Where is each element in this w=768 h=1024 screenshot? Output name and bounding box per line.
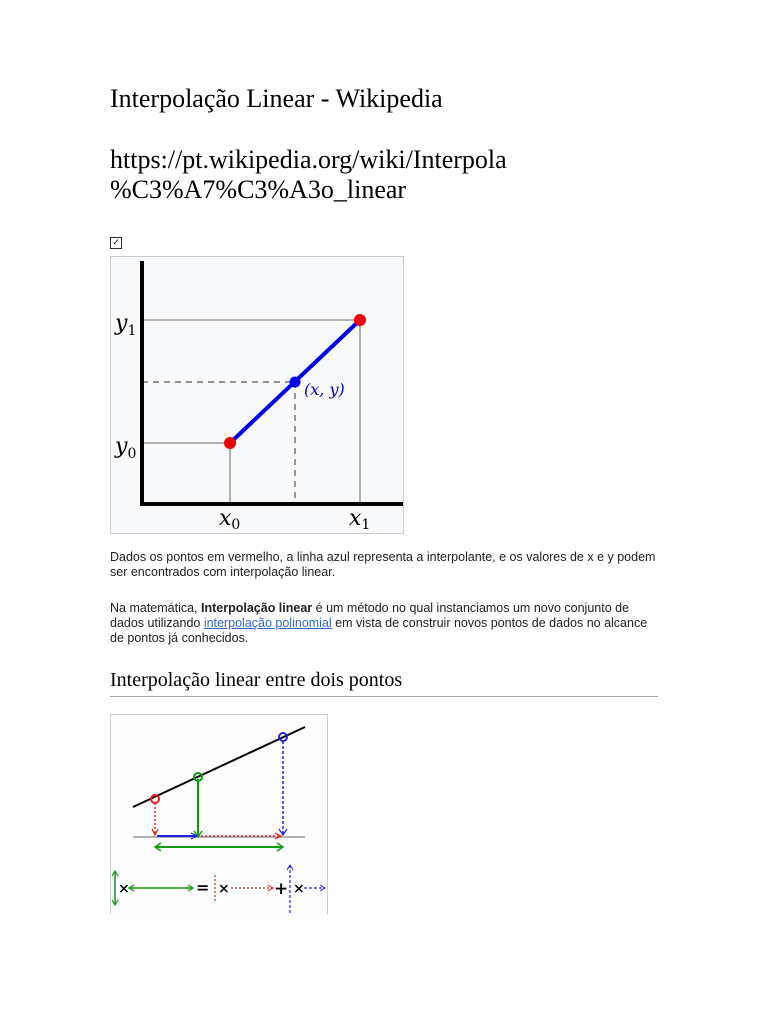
polynomial-interpolation-link[interactable]: interpolação polinomial [203,616,332,630]
interpolation-diagram [111,257,403,533]
known-point-1 [354,314,366,326]
point-label: (x, y) [304,380,345,399]
interpolated-point [290,377,301,388]
known-point-0 [224,437,236,449]
figure-caption: Dados os pontos em vermelho, a linha azul representa a interpolante, e os valores de x e y podem ser encontrados com interpolação linear. [110,550,656,579]
times-symbol-3: × [293,881,305,897]
intro-text-middle: é um método no qual instanciamos um novo conjunto de dados utilizando [110,601,630,630]
formula-row [112,865,325,914]
two-point-interpolation-figure [110,714,328,914]
equals-symbol: = [196,878,210,897]
y1-label: $y_1$ [115,311,137,339]
intro-text-start: Na matemática, [110,601,202,615]
linear-interpolation-figure [110,256,404,534]
section-heading: Interpolação linear entre dois pontos [110,669,658,697]
x0-label: x0 [219,506,241,533]
y0-label: $y_0$ [115,434,137,462]
image-checkbox[interactable]: ✓ [110,237,122,249]
x1-label: x1 [349,506,371,533]
intro-bold-term: Interpolação linear [201,601,313,615]
intro-paragraph [110,601,655,646]
times-symbol-2: × [218,881,230,897]
intro-text-end: em vista de construir novos pontos de dados no alcance de pontos já conhecidos. [110,616,648,645]
page-url[interactable]: https://pt.wikipedia.org/wiki/Interpola %C3%A7%C3%A3o_linear [110,145,507,204]
plus-symbol: + [274,879,289,899]
two-point-diagram [111,715,327,914]
times-symbol-1: × [118,881,130,897]
page-title: Interpolação Linear - Wikipedia [110,84,443,113]
green-markers [155,773,283,851]
red-markers [151,795,281,839]
